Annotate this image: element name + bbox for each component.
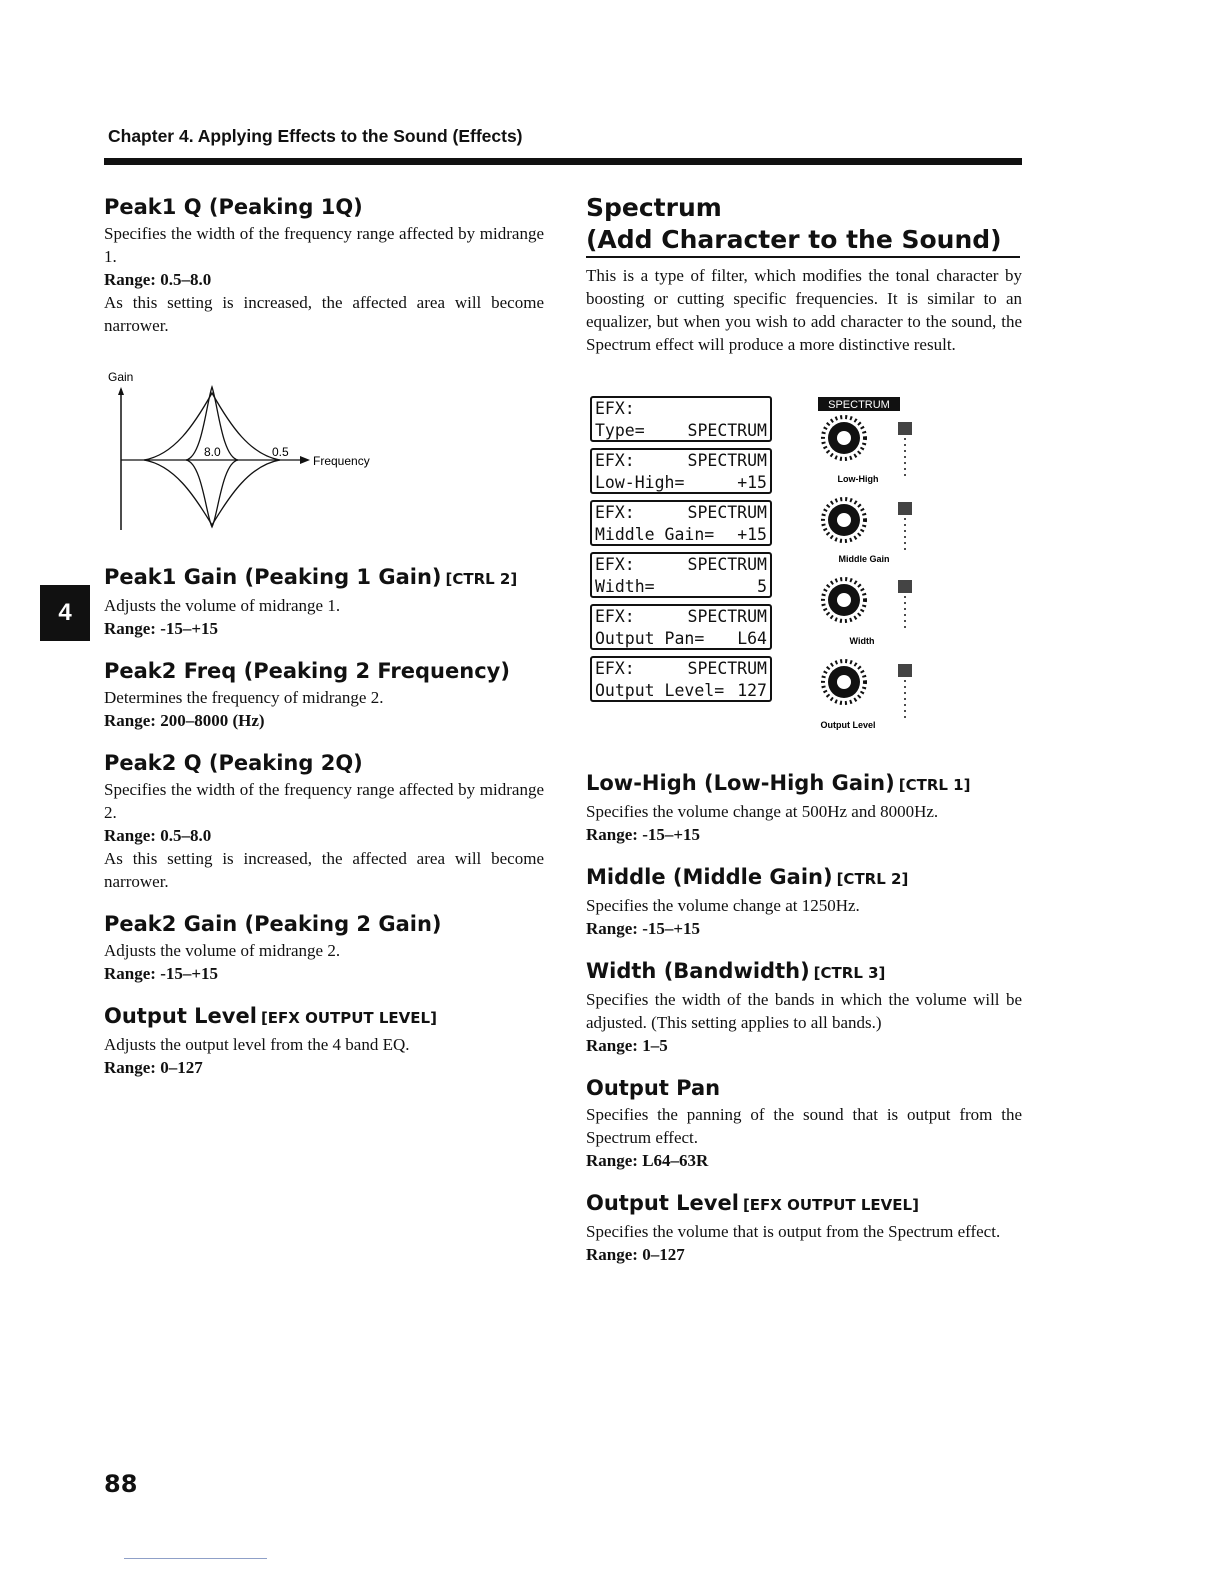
section-range: Range: 0.5–8.0 bbox=[104, 826, 212, 845]
section-output-level bbox=[586, 1188, 1022, 1266]
section-body: Adjusts the volume of midrange 1. bbox=[104, 596, 341, 615]
narrow-cut-curve bbox=[186, 460, 238, 527]
section-body: Specifies the width of the frequency range affected by midrange 1. bbox=[104, 224, 544, 266]
knob-middle-gain bbox=[823, 499, 912, 564]
section-low-high bbox=[586, 768, 1022, 846]
section-middle bbox=[586, 862, 1022, 940]
section-output-level-eq bbox=[104, 1001, 544, 1079]
section-body: Adjusts the volume of midrange 2. bbox=[104, 941, 341, 960]
knob-width bbox=[823, 579, 912, 646]
section-body: As this setting is increased, the affected area will become narrower. bbox=[104, 849, 544, 891]
right-column-lower bbox=[586, 768, 1022, 1266]
section-range: Range: -15–+15 bbox=[586, 919, 701, 938]
lcd-screen: EFX: Type= SPECTRUM bbox=[590, 396, 772, 442]
chapter-header: Chapter 4. Applying Effects to the Sound (Effects) bbox=[108, 126, 523, 146]
spectrum-badge-label: SPECTRUM bbox=[828, 399, 890, 411]
led-icon bbox=[898, 580, 912, 593]
section-title: Peak2 Q (Peaking 2Q) bbox=[104, 751, 363, 775]
section-body: Specifies the volume that is output from the Spectrum effect. bbox=[586, 1222, 1001, 1241]
lcd-screen: EFX: SPECTRUM Middle Gain= +15 bbox=[590, 500, 772, 546]
left-column-lower bbox=[104, 562, 544, 1079]
section-body: Specifies the width of the bands in which the volume will be adjusted. (This setting applies to all bands.) bbox=[586, 990, 1022, 1032]
section-title: Peak1 Q (Peaking 1Q) bbox=[104, 195, 363, 219]
section-range: Range: 0.5–8.0 bbox=[104, 270, 212, 289]
left-column bbox=[104, 192, 544, 337]
knob-cap-icon bbox=[837, 513, 851, 527]
section-body: As this setting is increased, the affected area will become narrower. bbox=[104, 293, 544, 335]
knob-label: Low-High bbox=[837, 474, 879, 484]
section-peak1-gain bbox=[104, 562, 544, 640]
led-icon bbox=[898, 664, 912, 677]
led-icon bbox=[898, 502, 912, 515]
knob-cap-icon bbox=[837, 675, 851, 689]
intro-text: This is a type of filter, which modifies the tonal character by boosting or cutting specific frequencies. It is similar to an equalizer, but when you wish to add character to the sound, the Spectrum effect will produce a more distinctive result. bbox=[586, 266, 1022, 354]
lcd-screen: EFX: SPECTRUM Output Level= 127 bbox=[590, 656, 772, 702]
diagram-x-arrow bbox=[300, 456, 310, 464]
section-range: Range: 0–127 bbox=[586, 1245, 685, 1264]
section-title: Middle (Middle Gain) [CTRL 2] bbox=[586, 865, 909, 889]
diagram-y-arrow bbox=[118, 387, 124, 395]
section-title: Peak2 Gain (Peaking 2 Gain) bbox=[104, 912, 442, 936]
header-rule bbox=[104, 158, 1022, 165]
diagram-narrow-label: 8.0 bbox=[204, 445, 221, 459]
knob-label: Output Level bbox=[820, 720, 876, 730]
section-output-pan bbox=[586, 1073, 1022, 1172]
wide-cut-curve bbox=[144, 460, 280, 525]
section-range: Range: -15–+15 bbox=[104, 619, 219, 638]
knob-cap-icon bbox=[837, 431, 851, 445]
section-body: Specifies the volume change at 500Hz and 8000Hz. bbox=[586, 802, 939, 821]
section-title: Width (Bandwidth) [CTRL 3] bbox=[586, 959, 886, 983]
section-peak1-q bbox=[104, 192, 544, 337]
spectrum-intro bbox=[586, 264, 1022, 356]
right-column bbox=[586, 192, 1022, 356]
lcd-screen: EFX: SPECTRUM Output Pan= L64 bbox=[590, 604, 772, 650]
diagram-gain-label: Gain bbox=[108, 370, 134, 384]
section-body: Specifies the width of the frequency range affected by midrange 2. bbox=[104, 780, 544, 822]
section-peak2-q bbox=[104, 748, 544, 893]
section-peak2-freq bbox=[104, 656, 544, 732]
peaking-q-diagram bbox=[104, 365, 404, 535]
section-title: Output Pan bbox=[586, 1076, 721, 1100]
section-body: Specifies the volume change at 1250Hz. bbox=[586, 896, 860, 915]
section-title: Peak1 Gain (Peaking 1 Gain) [CTRL 2] bbox=[104, 565, 518, 589]
title-rule bbox=[586, 256, 1020, 258]
section-range: Range: L64–63R bbox=[586, 1151, 709, 1170]
page-number: 88 bbox=[104, 1470, 138, 1498]
footer-line bbox=[124, 1558, 267, 1559]
spectrum-title-line1: Spectrum bbox=[586, 193, 722, 222]
lcd-screen: EFX: SPECTRUM Width= 5 bbox=[590, 552, 772, 598]
knob-output-level bbox=[820, 661, 912, 730]
knob-low-high bbox=[823, 417, 912, 484]
knob-panel bbox=[810, 396, 930, 736]
section-width bbox=[586, 956, 1022, 1057]
section-title: Low-High (Low-High Gain) [CTRL 1] bbox=[586, 771, 971, 795]
chapter-tab: 4 bbox=[40, 585, 90, 641]
section-body: Adjusts the output level from the 4 band EQ. bbox=[104, 1035, 410, 1054]
section-range: Range: -15–+15 bbox=[104, 964, 219, 983]
knob-cap-icon bbox=[837, 593, 851, 607]
section-body: Specifies the panning of the sound that is output from the Spectrum effect. bbox=[586, 1105, 1022, 1147]
section-title: Output Level [EFX OUTPUT LEVEL] bbox=[104, 1004, 437, 1028]
lcd-screens bbox=[590, 396, 772, 708]
section-body: Determines the frequency of midrange 2. bbox=[104, 688, 384, 707]
knob-label: Middle Gain bbox=[838, 554, 890, 564]
section-range: Range: 1–5 bbox=[586, 1036, 668, 1055]
section-range: Range: -15–+15 bbox=[586, 825, 701, 844]
section-peak2-gain bbox=[104, 909, 544, 985]
section-range: Range: 200–8000 (Hz) bbox=[104, 711, 265, 730]
spectrum-title-line2: (Add Character to the Sound) bbox=[586, 225, 1002, 254]
section-range: Range: 0–127 bbox=[104, 1058, 203, 1077]
led-icon bbox=[898, 422, 912, 435]
diagram-wide-label: 0.5 bbox=[272, 445, 289, 459]
section-title: Peak2 Freq (Peaking 2 Frequency) bbox=[104, 659, 510, 683]
diagram-frequency-label: Frequency bbox=[313, 454, 370, 468]
section-title: Output Level [EFX OUTPUT LEVEL] bbox=[586, 1191, 919, 1215]
lcd-screen: EFX: SPECTRUM Low-High= +15 bbox=[590, 448, 772, 494]
knob-label: Width bbox=[849, 636, 875, 646]
